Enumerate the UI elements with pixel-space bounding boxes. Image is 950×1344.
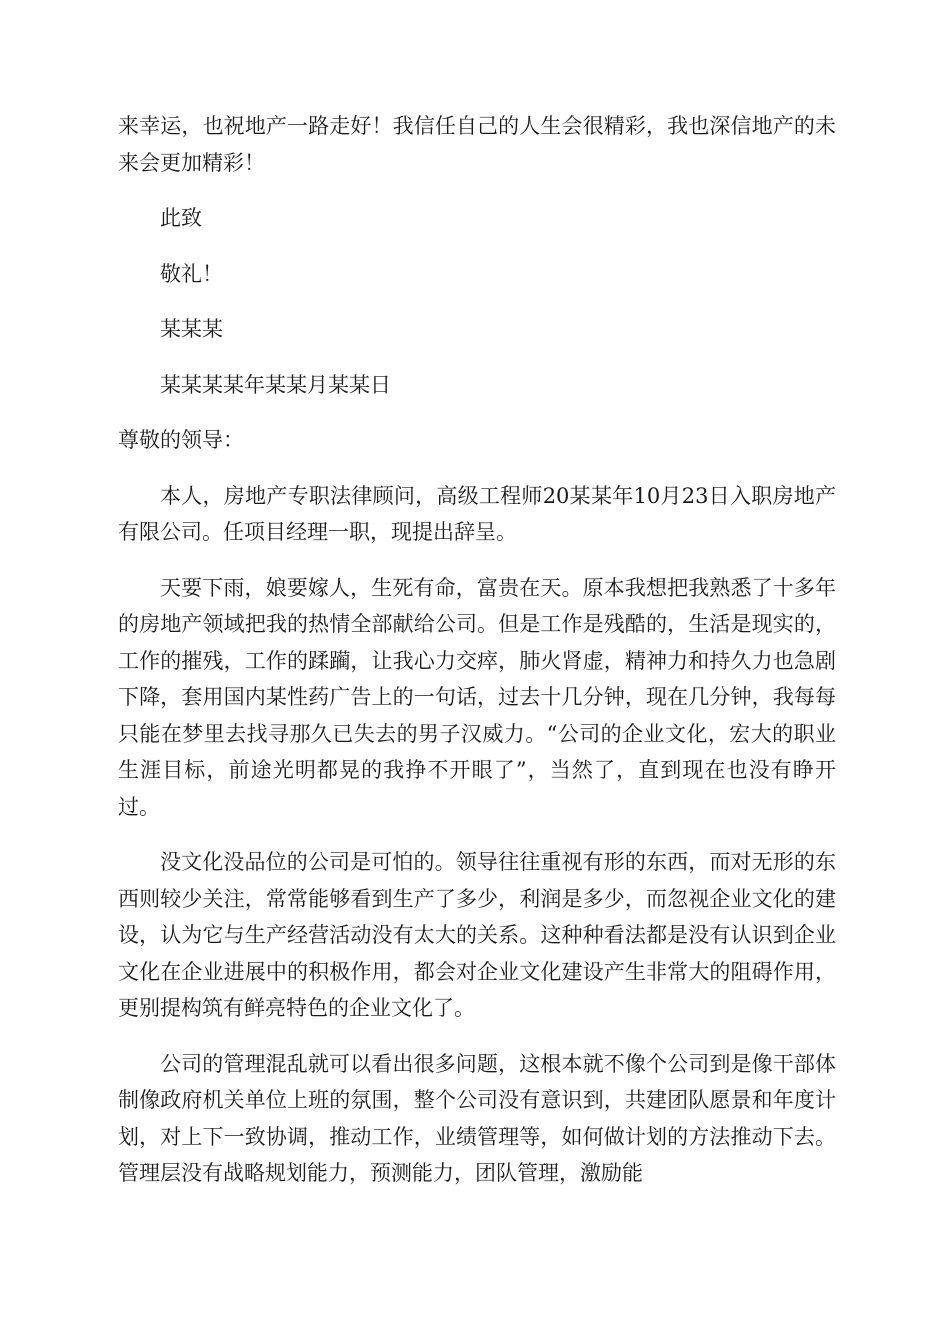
paragraph-reason-work: 天要下雨，娘要嫁人，生死有命，富贵在天。原本我想把我熟悉了十多年的房地产领域把我的热情全部献给公司。但是工作是残酷的，生活是现实的，工作的摧残，工作的蹂躏，让我心力交瘁，肺火肾虚，精神力和持久力也急剧下降，套用国内某性药广告上的一句话，过去十几分钟，现在几分钟，我每每只能在梦里去找寻那久已失去的男子汉威力。“公司的企业文化，宏大的职业生涯目标，前途光明都晃的我挣不开眼了”，当然了，直到现在也没有睁开过。: [118, 575, 836, 819]
salutation-jing-li: 敬礼！: [160, 261, 223, 286]
paragraph-reason-culture: 没文化没品位的公司是可怕的。领导往往重视有形的东西，而对无形的东西则较少关注，常常能够看到生产了多少，利润是多少，而忽视企业文化的建设，认为它与生产经营活动没有太大的关系。这种种看法都是没有认识到企业文化在企业进展中的积极作用，都会对企业文化建设产生非常大的阻碍作用，更别提构筑有鲜亮特色的企业文化了。: [118, 850, 836, 1020]
signature-date: 某某某某年某某月某某日: [160, 372, 391, 397]
paragraph-introduction: 本人，房地产专职法律顾问，高级工程师20某某年10月23日入职房地产有限公司。任项目经理一职，现提出辞呈。: [118, 483, 836, 544]
document-page: [118, 108, 836, 1192]
paragraph-reason-management: 公司的管理混乱就可以看出很多问题，这根本就不像个公司到是像干部体制像政府机关单位上班的氛围，整个公司没有意识到，共建团队愿景和年度计划，对上下一致协调，推动工作，业绩管理等，如何做计划的方法推动下去。管理层没有战略规划能力，预测能力，团队管理，激励能: [118, 1051, 836, 1185]
salutation-ci-zhi: 此致: [160, 206, 202, 230]
signature-name: 某某某: [160, 317, 223, 341]
letter-greeting: 尊敬的领导：: [118, 428, 244, 452]
paragraph-closing-wish: 来幸运，也祝地产一路走好！我信任自己的人生会很精彩，我也深信地产的未来会更加精彩！: [118, 114, 836, 175]
